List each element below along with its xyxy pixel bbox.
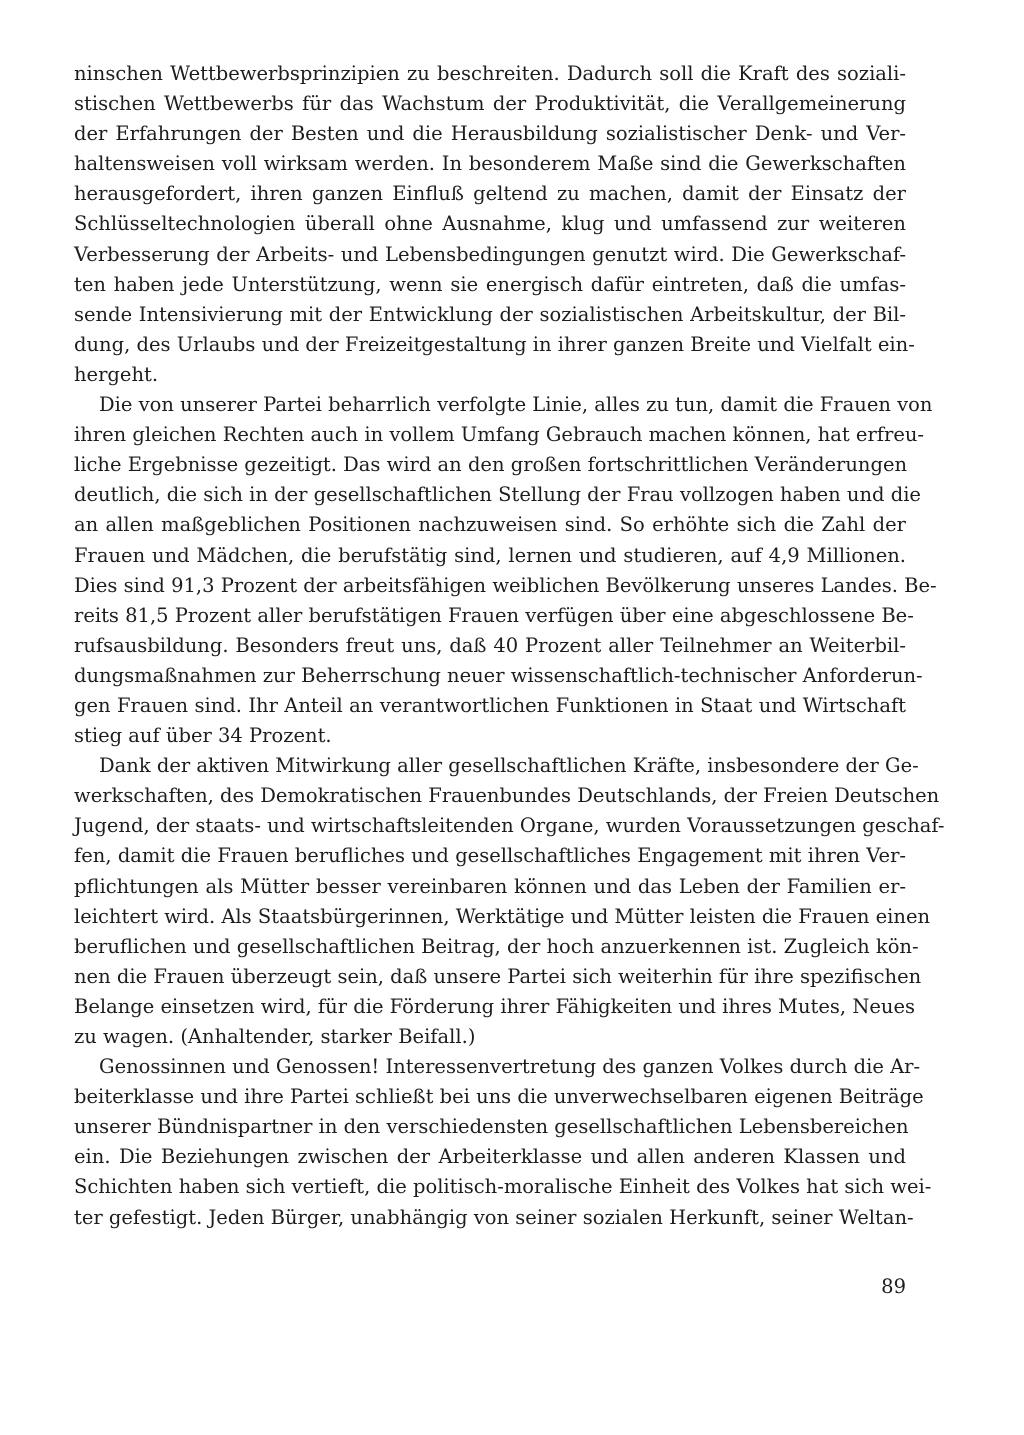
text-line: Genossinnen und Genossen! Interessenvertretung des ganzen Volkes durch die Ar- — [99, 1055, 921, 1079]
text-line: ten haben jede Unterstützung, wenn sie energisch dafür eintreten, daß die umfas- — [74, 272, 906, 296]
text-line: unserer Bündnispartner in den verschiedensten gesellschaftlichen Lebensbereichen — [74, 1115, 909, 1139]
text-line: rufsausbildung. Besonders freut uns, daß 40 Prozent aller Teilnehmer an Weiterbil- — [74, 633, 906, 657]
text-line: ninschen Wettbewerbsprinzipien zu beschreiten. Dadurch soll die Kraft des soziali- — [74, 62, 906, 85]
text-line: reits 81,5 Prozent aller berufstätigen Frauen verfügen über eine abgeschlossene Be- — [74, 603, 914, 627]
text-line: haltensweisen voll wirksam werden. In besonderem Maße sind die Gewerkschaften — [74, 152, 906, 176]
body-text — [74, 59, 945, 1233]
text-line: Schichten haben sich vertieft, die politisch-moralische Einheit des Volkes hat sich wei- — [74, 1175, 932, 1199]
paragraph — [74, 390, 937, 751]
text-line: dungsmaßnahmen zur Beherrschung neuer wissenschaftlich-technischer Anforderun- — [74, 663, 923, 687]
text-line: ein. Die Beziehungen zwischen der Arbeiterklasse und allen anderen Klassen und — [74, 1145, 906, 1169]
text-line: stieg auf über 34 Prozent. — [74, 724, 332, 748]
text-line: an allen maßgeblichen Positionen nachzuweisen sind. So erhöhte sich die Zahl der — [74, 513, 906, 537]
text-line: pflichtungen als Mütter besser vereinbaren können und das Leben der Familien er- — [74, 874, 906, 898]
text-line: Dank der aktiven Mitwirkung aller gesellschaftlichen Kräfte, insbesondere der Ge- — [99, 754, 919, 778]
text-line: beiterklasse und ihre Partei schließt bei uns die unverwechselbaren eigenen Beiträge — [74, 1085, 924, 1109]
text-line: Dies sind 91,3 Prozent der arbeitsfähigen weiblichen Bevölkerung unseres Landes. Be- — [74, 573, 937, 597]
text-line: Frauen und Mädchen, die berufstätig sind, lernen und studieren, auf 4,9 Millionen. — [74, 543, 906, 567]
paragraph — [74, 1052, 932, 1233]
text-line: Verbesserung der Arbeits- und Lebensbedingungen genutzt wird. Die Gewerkschaf- — [74, 242, 906, 266]
text-line: ter gefestigt. Jeden Bürger, unabhängig von seiner sozialen Herkunft, seiner Weltan- — [74, 1205, 914, 1229]
text-line: sende Intensivierung mit der Entwicklung der sozialistischen Arbeitskultur, der Bil- — [74, 302, 906, 326]
paragraph — [74, 751, 945, 1052]
text-line: Die von unserer Partei beharrlich verfolgte Linie, alles zu tun, damit die Frauen von — [99, 393, 933, 417]
text-line: dung, des Urlaubs und der Freizeitgestaltung in ihrer ganzen Breite und Vielfalt ein- — [74, 332, 915, 356]
text-line: der Erfahrungen der Besten und die Herausbildung sozialistischer Denk- und Ver- — [74, 122, 906, 146]
text-line: Jugend, der staats- und wirtschaftsleitenden Organe, wurden Voraussetzungen geschaf- — [74, 814, 945, 838]
text-line: Belange einsetzen wird, für die Förderung ihrer Fähigkeiten und ihres Mutes, Neues — [74, 994, 916, 1018]
text-line: Schlüsseltechnologien überall ohne Ausnahme, klug und umfassend zur weiteren — [74, 212, 906, 236]
text-line: hergeht. — [74, 362, 159, 386]
text-line: nen die Frauen überzeugt sein, daß unsere Partei sich weiterhin für ihre spezifischen — [74, 964, 922, 988]
paragraph — [74, 59, 915, 390]
text-line: beruflichen und gesellschaftlichen Beitrag, der hoch anzuerkennen ist. Zugleich kön- — [74, 934, 919, 958]
text-line: werkschaften, des Demokratischen Frauenbundes Deutschlands, der Freien Deutschen — [74, 784, 940, 808]
text-line: gen Frauen sind. Ihr Anteil an verantwortlichen Funktionen in Staat und Wirtschaft — [74, 693, 906, 717]
text-line: deutlich, die sich in der gesellschaftlichen Stellung der Frau vollzogen haben und die — [74, 483, 921, 507]
text-line: fen, damit die Frauen berufliches und gesellschaftliches Engagement mit ihren Ver- — [74, 844, 906, 868]
text-line: herausgefordert, ihren ganzen Einfluß geltend zu machen, damit der Einsatz der — [74, 182, 906, 206]
text-line: leichtert wird. Als Staatsbürgerinnen, Werktätige und Mütter leisten die Frauen einen — [74, 904, 931, 928]
text-line: ihren gleichen Rechten auch in vollem Umfang Gebrauch machen können, hat erfreu- — [74, 423, 925, 447]
text-line: liche Ergebnisse gezeitigt. Das wird an den großen fortschrittlichen Veränderungen — [74, 453, 908, 477]
text-line: stischen Wettbewerbs für das Wachstum der Produktivität, die Verallgemeinerung — [74, 92, 906, 116]
text-line: zu wagen. (Anhaltender, starker Beifall.) — [74, 1025, 476, 1048]
page-number: 89 — [881, 1275, 906, 1298]
